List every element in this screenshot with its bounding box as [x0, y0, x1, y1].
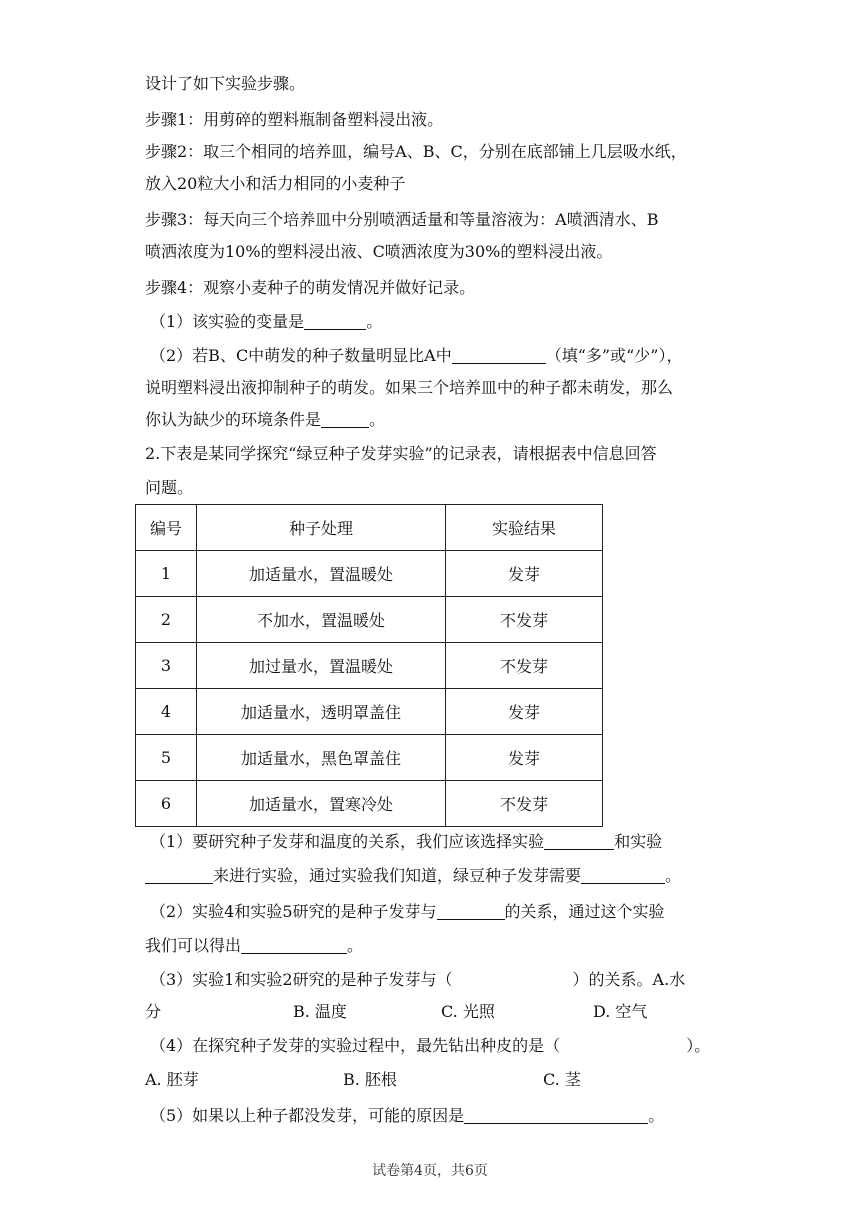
- answer-blank[interactable]: [544, 833, 614, 850]
- table-row: [136, 781, 603, 827]
- table-row: [136, 551, 603, 597]
- page-footer: 试卷第4页，共6页: [372, 1163, 488, 1179]
- q2-sub2-line2: 我们可以得出 。: [145, 936, 364, 955]
- table-row: [136, 735, 603, 781]
- answer-blank[interactable]: [581, 867, 665, 884]
- q1-part2-line3: 你认为缺少的环境条件是 。: [145, 410, 386, 429]
- q2-title-line1: 2.下表是某同学探究“绿豆种子发芽实验”的记录表，请根据表中信息回答: [145, 444, 657, 463]
- table-cell: 不加水，置温暖处: [197, 597, 446, 643]
- answer-blank[interactable]: [560, 1038, 686, 1054]
- option-b: B. 胚根: [343, 1070, 397, 1089]
- answer-blank[interactable]: [241, 937, 347, 954]
- q2-sub3-line1: （3）实验1和实验2研究的是种子发芽与（ ）的关系。A.水: [150, 970, 686, 989]
- intro-line: 设计了如下实验步骤。: [145, 74, 306, 93]
- table-row: [136, 597, 603, 643]
- table-cell: 5: [136, 735, 197, 781]
- step-4: 步骤4：观察小麦种子的萌发情况并做好记录。: [145, 278, 476, 297]
- step-3-cont: 喷洒浓度为10%的塑料浸出液、C喷洒浓度为30%的塑料浸出液。: [145, 242, 613, 261]
- q2-sub4-options: [145, 1070, 581, 1090]
- table-cell: 1: [136, 551, 197, 597]
- table-cell: 6: [136, 781, 197, 827]
- experiment-table: [135, 504, 603, 827]
- q1-part2-line2: 说明塑料浸出液抑制种子的萌发。如果三个培养皿中的种子都未萌发，那么: [145, 378, 674, 397]
- q2-sub3-options: 分 B. 温度 C. 光照 D. 空气: [145, 1002, 648, 1021]
- table-cell: 发芽: [446, 689, 603, 735]
- q2-title-line2: 问题。: [145, 478, 194, 497]
- table-cell: 4: [136, 689, 197, 735]
- option-a: A. 胚芽: [145, 1070, 199, 1089]
- q1-part2-line1: （2）若B、C中萌发的种子数量明显比A中 （填“多”或“少”），: [150, 346, 683, 365]
- answer-blank[interactable]: [321, 411, 369, 428]
- header-cell: 编号: [136, 505, 197, 551]
- step-1: 步骤1：用剪碎的塑料瓶制备塑料浸出液。: [145, 110, 444, 129]
- header-cell: 实验结果: [446, 505, 603, 551]
- table-cell: 3: [136, 643, 197, 689]
- table-cell: 加适量水，置温暖处: [197, 551, 446, 597]
- table-header-row: [136, 505, 603, 551]
- q2-sub4-line1: （4）在探究种子发芽的实验过程中，最先钻出种皮的是（ ）。: [150, 1036, 711, 1055]
- table-cell: 发芽: [446, 735, 603, 781]
- table-cell: 加适量水，置寒冷处: [197, 781, 446, 827]
- header-cell: 种子处理: [197, 505, 446, 551]
- step-2: 步骤2：取三个相同的培养皿，编号A、B、C，分别在底部铺上几层吸水纸，: [145, 142, 687, 161]
- table-cell: 加适量水，透明罩盖住: [197, 689, 446, 735]
- answer-blank[interactable]: [437, 903, 505, 920]
- option-b: B. 温度: [293, 1002, 347, 1021]
- answer-blank[interactable]: [452, 347, 546, 364]
- option-d: D. 空气: [593, 1002, 648, 1021]
- table-cell: 不发芽: [446, 781, 603, 827]
- answer-blank[interactable]: [464, 1107, 648, 1124]
- step-2-cont: 放入20粒大小和活力相同的小麦种子: [145, 174, 406, 193]
- q2-sub5: （5）如果以上种子都没发芽，可能的原因是 。: [150, 1106, 665, 1125]
- table-cell: 不发芽: [446, 643, 603, 689]
- table-cell: 发芽: [446, 551, 603, 597]
- q2-sub1-line2: 来进行实验，通过实验我们知道，绿豆种子发芽需要 。: [145, 866, 681, 886]
- option-c: C. 茎: [543, 1070, 581, 1089]
- table-cell: 加过量水，置温暖处: [197, 643, 446, 689]
- q1-part1: （1）该实验的变量是 。: [150, 312, 383, 331]
- answer-blank[interactable]: [145, 867, 213, 884]
- table-cell: 加适量水，黑色罩盖住: [197, 735, 446, 781]
- answer-blank[interactable]: [304, 313, 366, 330]
- table-row: [136, 643, 603, 689]
- table-row: [136, 689, 603, 735]
- q2-sub2-line1: （2）实验4和实验5研究的是种子发芽与 的关系，通过这个实验: [150, 902, 665, 921]
- table-cell: 2: [136, 597, 197, 643]
- q2-sub1-line1: （1）要研究种子发芽和温度的关系，我们应该选择实验 和实验: [150, 832, 663, 851]
- option-c: C. 光照: [441, 1002, 495, 1021]
- table-cell: 不发芽: [446, 597, 603, 643]
- step-3: 步骤3：每天向三个培养皿中分别喷洒适量和等量溶液为：A喷洒清水、B: [145, 210, 659, 229]
